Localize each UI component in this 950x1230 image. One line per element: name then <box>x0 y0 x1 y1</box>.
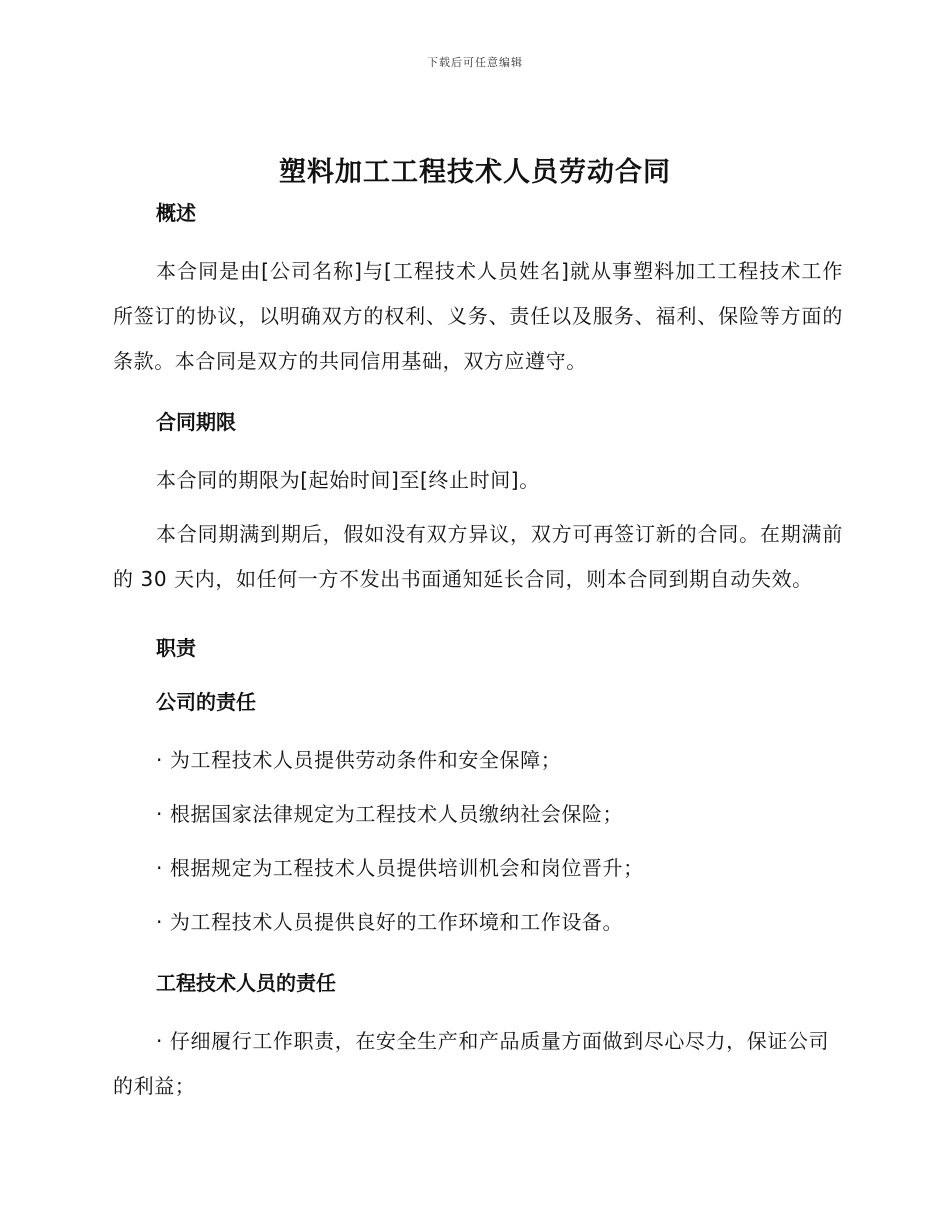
section-heading-term: 合同期限 <box>156 410 236 434</box>
subsection-heading-company: 公司的责任 <box>156 690 256 714</box>
overview-paragraph: 本合同是由[公司名称]与[工程技术人员姓名]就从事塑料加工工程技术工作所签订的协议，以明确双方的权利、义务、责任以及服务、福利、保险等方面的条款。本合同是双方的共同信用基础，双方应遵守。 <box>113 259 843 373</box>
section-heading-overview: 概述 <box>156 201 196 225</box>
subsection-heading-engineer: 工程技术人员的责任 <box>156 971 336 995</box>
document-body <box>113 197 843 1109</box>
engineer-duty-item: · 仔细履行工作职责，在安全生产和产品质量方面做到尽心尽力，保证公司的利益； <box>113 1029 830 1098</box>
company-duty-item: · 为工程技术人员提供劳动条件和安全保障； <box>156 748 562 772</box>
document-title: 塑料加工工程技术人员劳动合同 <box>279 157 671 188</box>
company-duty-item: · 根据规定为工程技术人员提供培训机会和岗位晋升； <box>156 856 644 880</box>
header-note: 下载后可任意编辑 <box>427 56 523 69</box>
term-paragraph-1: 本合同的期限为[起始时间]至[终止时间]。 <box>156 468 540 492</box>
term-paragraph-2: 本合同期满到期后，假如没有双方异议，双方可再签订新的合同。在期满前的 30 天内，如任何一方不发出书面通知延长合同，则本合同到期自动失效。 <box>113 522 843 591</box>
section-heading-duties: 职责 <box>156 636 196 660</box>
company-duty-item: · 为工程技术人员提供良好的工作环境和工作设备。 <box>156 910 624 934</box>
company-duty-item: · 根据国家法律规定为工程技术人员缴纳社会保险； <box>156 802 624 826</box>
